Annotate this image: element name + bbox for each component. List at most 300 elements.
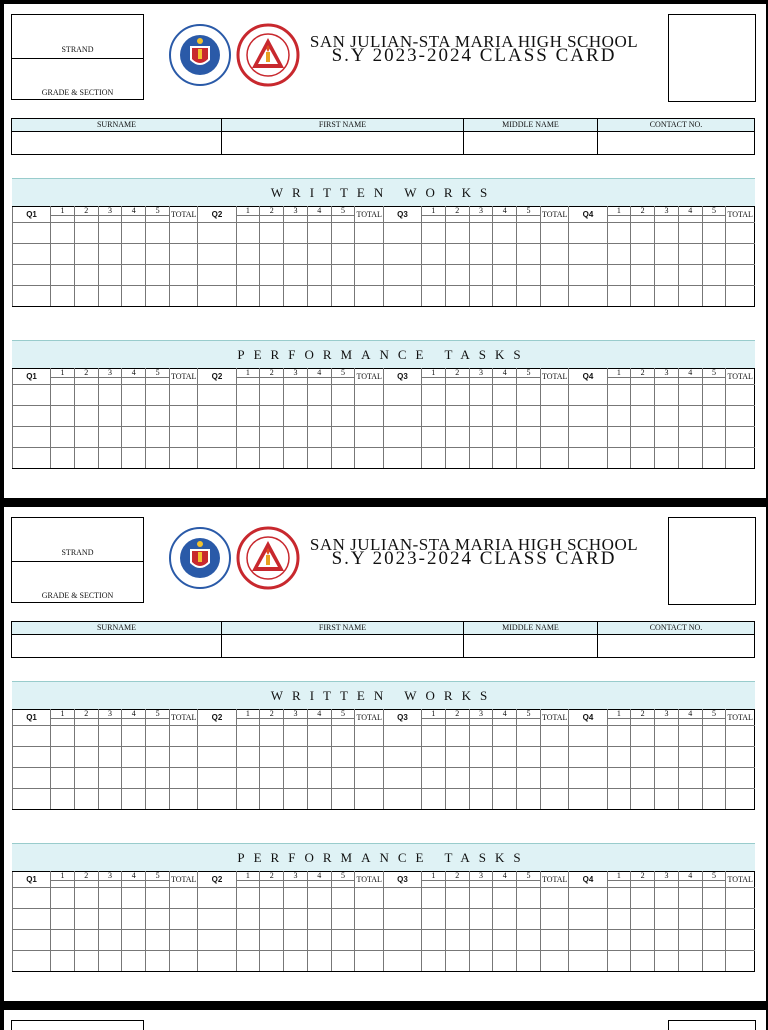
score-cell[interactable] [198,385,236,406]
score-cell[interactable] [540,888,569,909]
score-cell[interactable] [74,223,98,244]
score-cell[interactable] [726,768,755,789]
score-cell[interactable] [469,286,493,307]
score-cell[interactable] [51,448,75,469]
score-cell[interactable] [493,930,517,951]
score-cell[interactable] [569,888,607,909]
score-cell[interactable] [655,930,679,951]
score-cell[interactable] [13,406,51,427]
score-cell[interactable] [726,747,755,768]
score-cell[interactable] [122,909,146,930]
surname-field[interactable] [12,132,222,155]
score-cell[interactable] [726,406,755,427]
score-cell[interactable] [13,789,51,810]
score-cell[interactable] [331,427,355,448]
score-cell[interactable] [469,888,493,909]
score-cell[interactable] [445,747,469,768]
score-cell[interactable] [13,244,51,265]
score-cell[interactable] [355,448,384,469]
score-cell[interactable] [260,223,284,244]
score-cell[interactable] [631,789,655,810]
score-cell[interactable] [355,789,384,810]
score-cell[interactable] [169,930,198,951]
score-cell[interactable] [383,726,421,747]
score-cell[interactable] [445,265,469,286]
score-cell[interactable] [307,768,331,789]
score-cell[interactable] [98,406,122,427]
score-cell[interactable] [726,385,755,406]
grade-section-field[interactable] [12,58,143,101]
score-cell[interactable] [678,286,702,307]
score-cell[interactable] [445,286,469,307]
score-cell[interactable] [169,726,198,747]
score-cell[interactable] [631,888,655,909]
score-cell[interactable] [540,448,569,469]
score-cell[interactable] [517,768,541,789]
score-cell[interactable] [169,265,198,286]
score-cell[interactable] [355,888,384,909]
score-cell[interactable] [445,244,469,265]
score-cell[interactable] [51,747,75,768]
score-cell[interactable] [74,448,98,469]
score-cell[interactable] [307,406,331,427]
score-cell[interactable] [331,448,355,469]
middle-name-field[interactable] [464,132,598,155]
score-cell[interactable] [383,406,421,427]
score-cell[interactable] [146,223,170,244]
score-cell[interactable] [631,427,655,448]
score-cell[interactable] [169,427,198,448]
score-cell[interactable] [122,789,146,810]
score-cell[interactable] [122,286,146,307]
score-cell[interactable] [74,427,98,448]
grade-section-field[interactable] [12,561,143,604]
score-cell[interactable] [445,427,469,448]
score-cell[interactable] [445,909,469,930]
score-cell[interactable] [355,265,384,286]
score-cell[interactable] [260,448,284,469]
score-cell[interactable] [74,385,98,406]
score-cell[interactable] [607,265,631,286]
score-cell[interactable] [702,286,726,307]
score-cell[interactable] [726,930,755,951]
score-cell[interactable] [422,427,446,448]
score-cell[interactable] [445,789,469,810]
score-cell[interactable] [540,406,569,427]
score-cell[interactable] [655,768,679,789]
score-cell[interactable] [445,406,469,427]
score-cell[interactable] [146,286,170,307]
score-cell[interactable] [540,265,569,286]
score-cell[interactable] [422,789,446,810]
score-cell[interactable] [122,448,146,469]
score-cell[interactable] [607,930,631,951]
score-cell[interactable] [607,223,631,244]
score-cell[interactable] [98,448,122,469]
score-cell[interactable] [331,789,355,810]
score-cell[interactable] [260,265,284,286]
score-cell[interactable] [331,265,355,286]
score-cell[interactable] [260,951,284,972]
score-cell[interactable] [631,747,655,768]
score-cell[interactable] [702,888,726,909]
score-cell[interactable] [383,427,421,448]
score-cell[interactable] [493,223,517,244]
score-cell[interactable] [540,427,569,448]
score-cell[interactable] [493,427,517,448]
score-cell[interactable] [702,789,726,810]
score-cell[interactable] [198,448,236,469]
score-cell[interactable] [355,406,384,427]
score-cell[interactable] [307,223,331,244]
score-cell[interactable] [517,747,541,768]
score-cell[interactable] [678,930,702,951]
score-cell[interactable] [702,726,726,747]
score-cell[interactable] [284,951,308,972]
score-cell[interactable] [422,909,446,930]
score-cell[interactable] [13,747,51,768]
score-cell[interactable] [198,427,236,448]
score-cell[interactable] [74,286,98,307]
score-cell[interactable] [98,223,122,244]
score-cell[interactable] [51,223,75,244]
score-cell[interactable] [284,244,308,265]
score-cell[interactable] [146,448,170,469]
score-cell[interactable] [331,747,355,768]
score-cell[interactable] [74,747,98,768]
score-cell[interactable] [469,223,493,244]
score-cell[interactable] [307,726,331,747]
score-cell[interactable] [198,909,236,930]
score-cell[interactable] [198,265,236,286]
score-cell[interactable] [13,888,51,909]
score-cell[interactable] [307,909,331,930]
score-cell[interactable] [422,726,446,747]
score-cell[interactable] [383,930,421,951]
score-cell[interactable] [655,448,679,469]
score-cell[interactable] [122,427,146,448]
score-cell[interactable] [678,427,702,448]
score-cell[interactable] [702,265,726,286]
score-cell[interactable] [569,286,607,307]
score-cell[interactable] [236,951,260,972]
score-cell[interactable] [702,244,726,265]
score-cell[interactable] [51,244,75,265]
score-cell[interactable] [493,286,517,307]
score-cell[interactable] [517,930,541,951]
score-cell[interactable] [284,789,308,810]
score-cell[interactable] [607,448,631,469]
score-cell[interactable] [146,930,170,951]
score-cell[interactable] [569,406,607,427]
score-cell[interactable] [517,265,541,286]
score-cell[interactable] [98,747,122,768]
score-cell[interactable] [493,448,517,469]
score-cell[interactable] [355,427,384,448]
score-cell[interactable] [98,286,122,307]
score-cell[interactable] [569,448,607,469]
score-cell[interactable] [517,223,541,244]
score-cell[interactable] [51,726,75,747]
score-cell[interactable] [655,244,679,265]
score-cell[interactable] [383,286,421,307]
score-cell[interactable] [74,951,98,972]
score-cell[interactable] [331,930,355,951]
score-cell[interactable] [469,930,493,951]
score-cell[interactable] [569,747,607,768]
score-cell[interactable] [198,244,236,265]
score-cell[interactable] [702,448,726,469]
score-cell[interactable] [678,747,702,768]
score-cell[interactable] [445,223,469,244]
score-cell[interactable] [236,286,260,307]
score-cell[interactable] [678,385,702,406]
score-cell[interactable] [51,930,75,951]
score-cell[interactable] [383,747,421,768]
score-cell[interactable] [607,726,631,747]
contact-no-field[interactable] [598,635,755,658]
score-cell[interactable] [726,265,755,286]
score-cell[interactable] [445,951,469,972]
score-cell[interactable] [198,286,236,307]
score-cell[interactable] [236,747,260,768]
score-cell[interactable] [98,385,122,406]
score-cell[interactable] [422,223,446,244]
score-cell[interactable] [355,951,384,972]
score-cell[interactable] [655,385,679,406]
score-cell[interactable] [517,888,541,909]
score-cell[interactable] [469,768,493,789]
score-cell[interactable] [569,726,607,747]
score-cell[interactable] [607,909,631,930]
strand-field[interactable] [12,518,143,562]
score-cell[interactable] [284,385,308,406]
score-cell[interactable] [422,930,446,951]
middle-name-field[interactable] [464,635,598,658]
score-cell[interactable] [98,909,122,930]
score-cell[interactable] [169,406,198,427]
score-cell[interactable] [146,909,170,930]
score-cell[interactable] [702,223,726,244]
score-cell[interactable] [569,909,607,930]
score-cell[interactable] [169,244,198,265]
score-cell[interactable] [51,406,75,427]
score-cell[interactable] [540,223,569,244]
score-cell[interactable] [122,265,146,286]
score-cell[interactable] [702,385,726,406]
score-cell[interactable] [146,427,170,448]
score-cell[interactable] [631,406,655,427]
score-cell[interactable] [678,888,702,909]
score-cell[interactable] [469,244,493,265]
score-cell[interactable] [74,406,98,427]
score-cell[interactable] [146,265,170,286]
score-cell[interactable] [284,909,308,930]
score-cell[interactable] [331,385,355,406]
score-cell[interactable] [122,747,146,768]
score-cell[interactable] [236,768,260,789]
score-cell[interactable] [260,244,284,265]
score-cell[interactable] [13,427,51,448]
score-cell[interactable] [331,888,355,909]
score-cell[interactable] [331,909,355,930]
score-cell[interactable] [702,427,726,448]
score-cell[interactable] [702,951,726,972]
score-cell[interactable] [307,265,331,286]
score-cell[interactable] [493,747,517,768]
score-cell[interactable] [678,951,702,972]
score-cell[interactable] [74,768,98,789]
score-cell[interactable] [493,385,517,406]
score-cell[interactable] [631,930,655,951]
score-cell[interactable] [146,385,170,406]
score-cell[interactable] [445,448,469,469]
score-cell[interactable] [678,406,702,427]
score-cell[interactable] [678,909,702,930]
score-cell[interactable] [678,726,702,747]
score-cell[interactable] [260,789,284,810]
strand-field[interactable] [12,15,143,59]
score-cell[interactable] [569,951,607,972]
score-cell[interactable] [260,427,284,448]
score-cell[interactable] [540,909,569,930]
score-cell[interactable] [355,223,384,244]
score-cell[interactable] [307,747,331,768]
score-cell[interactable] [122,951,146,972]
score-cell[interactable] [607,385,631,406]
score-cell[interactable] [51,888,75,909]
score-cell[interactable] [13,951,51,972]
score-cell[interactable] [540,385,569,406]
score-cell[interactable] [74,244,98,265]
score-cell[interactable] [540,726,569,747]
score-cell[interactable] [122,726,146,747]
score-cell[interactable] [469,789,493,810]
score-cell[interactable] [236,244,260,265]
score-cell[interactable] [236,448,260,469]
score-cell[interactable] [422,286,446,307]
score-cell[interactable] [631,951,655,972]
score-cell[interactable] [569,223,607,244]
score-cell[interactable] [517,406,541,427]
score-cell[interactable] [631,726,655,747]
score-cell[interactable] [284,427,308,448]
score-cell[interactable] [469,385,493,406]
score-cell[interactable] [98,930,122,951]
score-cell[interactable] [13,265,51,286]
score-cell[interactable] [517,244,541,265]
score-cell[interactable] [122,385,146,406]
surname-field[interactable] [12,635,222,658]
score-cell[interactable] [655,888,679,909]
score-cell[interactable] [284,286,308,307]
score-cell[interactable] [284,406,308,427]
score-cell[interactable] [469,448,493,469]
score-cell[interactable] [146,888,170,909]
score-cell[interactable] [607,768,631,789]
score-cell[interactable] [74,726,98,747]
photo-box[interactable] [668,14,756,102]
score-cell[interactable] [655,747,679,768]
score-cell[interactable] [51,385,75,406]
score-cell[interactable] [169,385,198,406]
score-cell[interactable] [631,265,655,286]
score-cell[interactable] [678,448,702,469]
score-cell[interactable] [383,951,421,972]
score-cell[interactable] [236,930,260,951]
score-cell[interactable] [569,768,607,789]
score-cell[interactable] [13,930,51,951]
score-cell[interactable] [146,244,170,265]
score-cell[interactable] [122,406,146,427]
score-cell[interactable] [702,909,726,930]
score-cell[interactable] [74,930,98,951]
score-cell[interactable] [569,789,607,810]
score-cell[interactable] [469,265,493,286]
score-cell[interactable] [469,726,493,747]
score-cell[interactable] [284,888,308,909]
score-cell[interactable] [51,909,75,930]
score-cell[interactable] [74,789,98,810]
score-cell[interactable] [122,768,146,789]
score-cell[interactable] [517,951,541,972]
score-cell[interactable] [493,768,517,789]
score-cell[interactable] [307,951,331,972]
score-cell[interactable] [236,385,260,406]
score-cell[interactable] [307,448,331,469]
score-cell[interactable] [98,951,122,972]
first-name-field[interactable] [222,635,464,658]
score-cell[interactable] [469,406,493,427]
score-cell[interactable] [422,265,446,286]
score-cell[interactable] [146,951,170,972]
score-cell[interactable] [13,286,51,307]
score-cell[interactable] [422,888,446,909]
score-cell[interactable] [284,768,308,789]
score-cell[interactable] [307,789,331,810]
score-cell[interactable] [122,930,146,951]
score-cell[interactable] [569,427,607,448]
score-cell[interactable] [517,427,541,448]
score-cell[interactable] [631,768,655,789]
score-cell[interactable] [260,747,284,768]
score-cell[interactable] [355,768,384,789]
score-cell[interactable] [469,951,493,972]
score-cell[interactable] [74,888,98,909]
score-cell[interactable] [631,286,655,307]
score-cell[interactable] [13,726,51,747]
score-cell[interactable] [540,951,569,972]
score-cell[interactable] [631,448,655,469]
score-cell[interactable] [569,930,607,951]
score-cell[interactable] [607,747,631,768]
score-cell[interactable] [726,244,755,265]
score-cell[interactable] [445,888,469,909]
score-cell[interactable] [284,265,308,286]
score-cell[interactable] [655,789,679,810]
score-cell[interactable] [655,909,679,930]
score-cell[interactable] [355,909,384,930]
score-cell[interactable] [726,448,755,469]
score-cell[interactable] [331,768,355,789]
score-cell[interactable] [98,427,122,448]
score-cell[interactable] [493,909,517,930]
score-cell[interactable] [260,726,284,747]
score-cell[interactable] [169,909,198,930]
score-cell[interactable] [260,888,284,909]
score-cell[interactable] [726,427,755,448]
score-cell[interactable] [569,265,607,286]
